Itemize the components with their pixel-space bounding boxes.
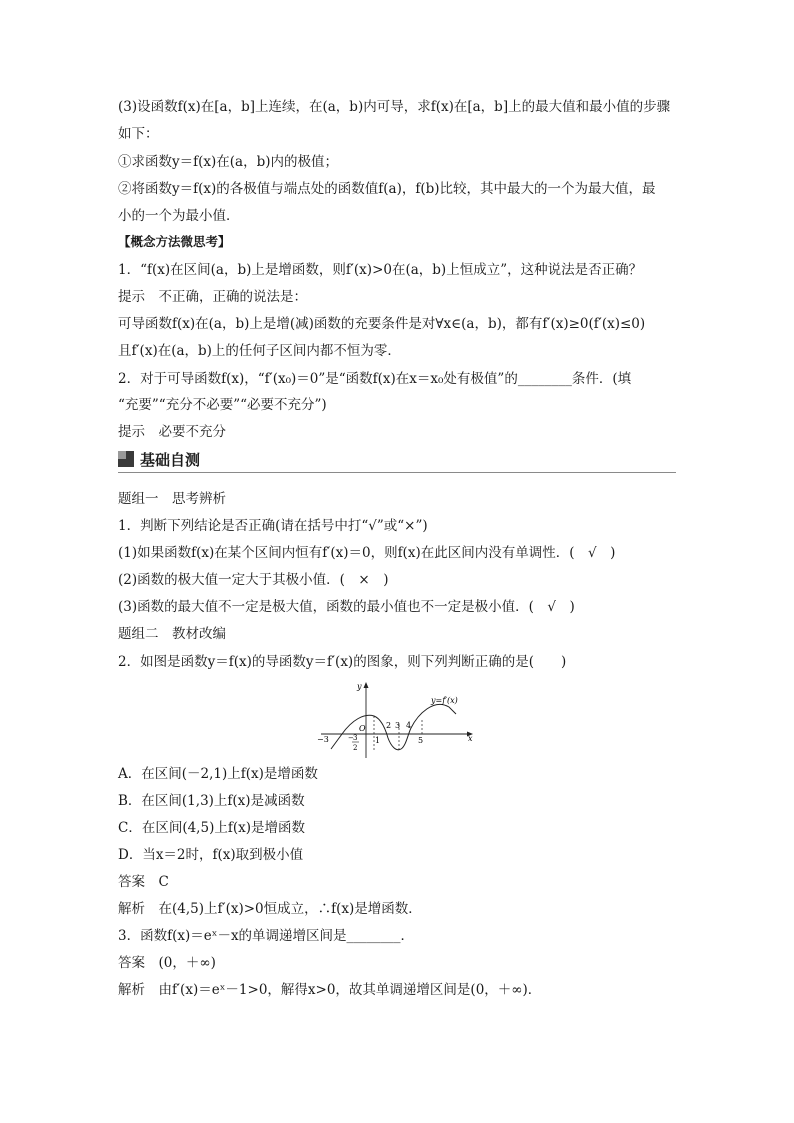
tick-label: −3 xyxy=(317,735,329,744)
tick-label: 1 xyxy=(375,736,381,745)
tick-label: 4 xyxy=(406,721,412,730)
text-line: ①求函数y＝f(x)在(a，b)内的极值； xyxy=(118,154,338,170)
text-line: 小的一个为最小值． xyxy=(118,208,240,224)
group-heading: 题组一 思考辨析 xyxy=(118,491,226,507)
section-heading xyxy=(118,448,200,470)
hint-line: 提示 不正确，正确的说法是： xyxy=(118,289,307,305)
section-divider xyxy=(118,472,676,473)
tick-label: 3 xyxy=(395,721,401,730)
option-b: B．在区间(1,3)上f(x)是减函数 xyxy=(118,793,305,809)
option-a: A．在区间(－2,1)上f(x)是增函数 xyxy=(118,766,318,782)
answer-line: 答案 (0，＋∞) xyxy=(118,955,216,971)
text-line: “充要”“充分不必要”“必要不充分”) xyxy=(118,397,327,413)
section-title: 基础自测 xyxy=(140,450,201,469)
group-heading: 题组二 教材改编 xyxy=(118,626,226,642)
answer-line: 答案 C xyxy=(118,874,169,890)
y-axis-label: y xyxy=(357,682,362,691)
text-line: ②将函数y＝f(x)的各极值与端点处的函数值f(a)，f(b)比较，其中最大的一个为最大值，最 xyxy=(118,181,656,197)
section-square-icon xyxy=(118,451,134,467)
hint-line: 提示 必要不充分 xyxy=(118,424,226,440)
subsection-heading: 【概念方法微思考】 xyxy=(118,234,231,249)
question-line: 2．对于可导函数f(x)，“f′(x₀)＝0”是“函数f(x)在x＝x₀处有极值”的________条件．(填 xyxy=(118,371,632,387)
judgement-item: (2)函数的极大值一定大于其极小值．( × ) xyxy=(118,572,389,588)
question-line: 1．判断下列结论是否正确(请在括号中打“√”或“×”) xyxy=(118,518,428,534)
question-line: 2．如图是函数y＝f(x)的导函数y＝f′(x)的图象，则下列判断正确的是( ) xyxy=(118,654,567,670)
text-line: (3)设函数f(x)在[a，b]上连续，在(a，b)内可导，求f(x)在[a，b]上的最大值和最小值的步骤 xyxy=(118,99,671,115)
text-line: 如下： xyxy=(118,126,159,142)
tick-label: 2 xyxy=(386,721,392,730)
analysis-line: 解析 由f′(x)＝eˣ－1>0，解得x>0，故其单调递增区间是(0，＋∞)． xyxy=(118,982,542,998)
tick-label: − xyxy=(348,734,354,742)
derivative-graph xyxy=(316,676,476,760)
question-line: 3．函数f(x)＝eˣ－x的单调递增区间是________． xyxy=(118,928,415,944)
curve-label: y=f′(x) xyxy=(431,696,458,705)
origin-label: O xyxy=(359,724,366,733)
tick-label: 2 xyxy=(353,744,358,752)
option-d: D．当x＝2时，f(x)取到极小值 xyxy=(118,847,304,863)
x-axis-label: x xyxy=(468,734,473,743)
option-c: C．在区间(4,5)上f(x)是增函数 xyxy=(118,820,305,836)
judgement-item: (1)如果函数f(x)在某个区间内恒有f′(x)＝0，则f(x)在此区间内没有单调性．( √ ) xyxy=(118,545,616,561)
analysis-line: 解析 在(4,5)上f′(x)>0恒成立，∴f(x)是增函数． xyxy=(118,901,422,917)
text-line: 且f′(x)在(a，b)上的任何子区间内都不恒为零． xyxy=(118,343,401,359)
question-line: 1．“f(x)在区间(a，b)上是增函数，则f′(x)>0在(a，b)上恒成立”，这种说法是否正确？ xyxy=(118,262,643,278)
derivative-curve xyxy=(331,704,456,749)
tick-label: 5 xyxy=(418,736,424,745)
y-axis-arrow xyxy=(364,682,369,688)
tick-label: 3 xyxy=(353,734,358,742)
judgement-item: (3)函数的最大值不一定是极大值，函数的最小值也不一定是极小值．( √ ) xyxy=(118,599,575,615)
text-line: 可导函数f(x)在(a，b)上是增(减)函数的充要条件是对∀x∈(a，b)，都有f′(x)≥0(f′(x)≤0) xyxy=(118,316,646,332)
